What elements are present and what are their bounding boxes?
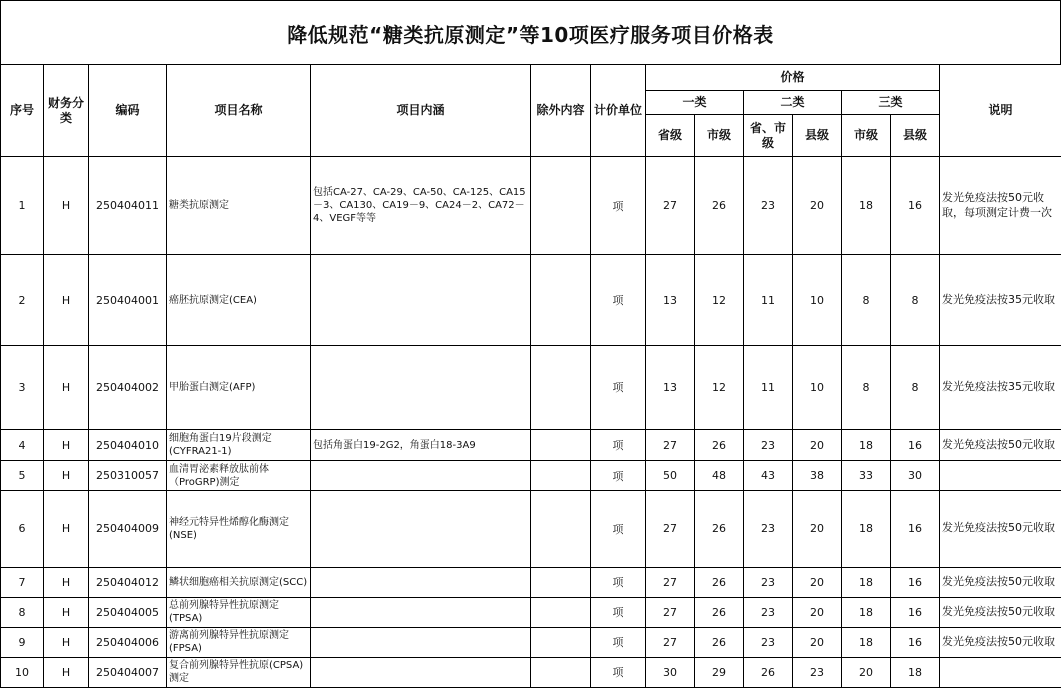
cell-price-county2: 10 [793,345,842,429]
cell-price-prov-city: 23 [744,597,793,627]
header-note: 说明 [940,65,1061,157]
cell-exclude [531,567,591,597]
cell-exclude [531,657,591,687]
cell-exclude [531,157,591,255]
cell-category: H [44,430,89,461]
table-row [1,597,1061,627]
cell-exclude [531,345,591,429]
cell-seq: 8 [1,597,44,627]
cell-content [311,597,531,627]
cell-content [311,345,531,429]
cell-price-city3: 18 [842,567,891,597]
header-unit: 计价单位 [591,65,646,157]
cell-price-city3: 8 [842,255,891,345]
cell-price-county2: 20 [793,430,842,461]
table-row [1,345,1061,429]
cell-price-city3: 18 [842,157,891,255]
cell-exclude [531,597,591,627]
cell-exclude [531,491,591,567]
cell-price-county3: 8 [891,255,940,345]
cell-seq: 9 [1,627,44,657]
cell-price-prov-city: 26 [744,657,793,687]
cell-code: 250404009 [89,491,167,567]
cell-price-city3: 18 [842,597,891,627]
cell-price-city: 26 [695,567,744,597]
cell-note [940,461,1061,491]
header-city: 市级 [695,115,744,157]
table-row [1,567,1061,597]
cell-code: 250404010 [89,430,167,461]
header-provincial: 省级 [646,115,695,157]
table-row [1,627,1061,657]
cell-price-county3: 30 [891,461,940,491]
cell-price-city: 26 [695,627,744,657]
cell-price-county2: 20 [793,597,842,627]
cell-note: 发光免疫法按50元收取 [940,597,1061,627]
header-class3: 三类 [842,91,940,115]
cell-price-prov-city: 23 [744,430,793,461]
cell-code: 250404011 [89,157,167,255]
cell-seq: 3 [1,345,44,429]
cell-price-city: 26 [695,157,744,255]
header-category: 财务分类 [44,65,89,157]
header-city3: 市级 [842,115,891,157]
cell-content [311,491,531,567]
cell-price-county2: 23 [793,657,842,687]
table-row [1,430,1061,461]
cell-price-city: 29 [695,657,744,687]
cell-name: 游离前列腺特异性抗原测定(FPSA) [167,627,311,657]
cell-price-prov-city: 11 [744,345,793,429]
cell-name: 细胞角蛋白19片段测定(CYFRA21-1) [167,430,311,461]
cell-exclude [531,627,591,657]
cell-code: 250404002 [89,345,167,429]
cell-seq: 10 [1,657,44,687]
cell-price-prov-city: 23 [744,627,793,657]
cell-code: 250404012 [89,567,167,597]
cell-price-city3: 8 [842,345,891,429]
cell-price-city3: 20 [842,657,891,687]
cell-category: H [44,255,89,345]
cell-price-city: 12 [695,255,744,345]
cell-category: H [44,597,89,627]
cell-price-prov-city: 23 [744,567,793,597]
table-row [1,461,1061,491]
cell-seq: 5 [1,461,44,491]
cell-unit: 项 [591,491,646,567]
cell-price-city: 48 [695,461,744,491]
cell-price-prov-city: 43 [744,461,793,491]
header-county2: 县级 [793,115,842,157]
cell-unit: 项 [591,345,646,429]
cell-price-city: 26 [695,491,744,567]
header-code: 编码 [89,65,167,157]
cell-seq: 1 [1,157,44,255]
cell-price-city: 26 [695,430,744,461]
table-body [1,157,1061,688]
cell-price-provincial: 27 [646,157,695,255]
cell-price-provincial: 50 [646,461,695,491]
header-exclude: 除外内容 [531,65,591,157]
cell-price-county3: 16 [891,157,940,255]
cell-name: 甲胎蛋白测定(AFP) [167,345,311,429]
cell-name: 糖类抗原测定 [167,157,311,255]
cell-name: 癌胚抗原测定(CEA) [167,255,311,345]
cell-code: 250310057 [89,461,167,491]
cell-unit: 项 [591,567,646,597]
cell-category: H [44,567,89,597]
cell-price-county3: 16 [891,430,940,461]
cell-unit: 项 [591,597,646,627]
table-row [1,491,1061,567]
cell-note: 发光免疫法按35元收取 [940,345,1061,429]
cell-price-county3: 16 [891,491,940,567]
cell-name: 血清胃泌素释放肽前体（ProGRP)测定 [167,461,311,491]
cell-note: 发光免疫法按50元收取，每项测定计费一次 [940,157,1061,255]
cell-price-county2: 20 [793,627,842,657]
cell-name: 神经元特异性烯醇化酶测定(NSE) [167,491,311,567]
header-class1: 一类 [646,91,744,115]
cell-category: H [44,345,89,429]
cell-seq: 7 [1,567,44,597]
cell-note: 发光免疫法按50元收取 [940,430,1061,461]
cell-price-county3: 16 [891,627,940,657]
cell-category: H [44,657,89,687]
cell-content [311,567,531,597]
cell-price-county2: 20 [793,567,842,597]
cell-note: 发光免疫法按50元收取 [940,567,1061,597]
cell-content [311,657,531,687]
cell-price-city: 12 [695,345,744,429]
cell-price-prov-city: 23 [744,491,793,567]
cell-price-county3: 8 [891,345,940,429]
cell-seq: 6 [1,491,44,567]
cell-price-county2: 10 [793,255,842,345]
cell-price-prov-city: 11 [744,255,793,345]
cell-category: H [44,461,89,491]
cell-exclude [531,430,591,461]
page-title: 降低规范“糖类抗原测定”等10项医疗服务项目价格表 [287,22,774,47]
cell-category: H [44,157,89,255]
cell-unit: 项 [591,461,646,491]
cell-seq: 4 [1,430,44,461]
cell-price-provincial: 27 [646,597,695,627]
cell-content [311,461,531,491]
cell-price-city3: 18 [842,491,891,567]
cell-code: 250404007 [89,657,167,687]
cell-price-provincial: 13 [646,255,695,345]
cell-price-county2: 20 [793,491,842,567]
header-county3: 县级 [891,115,940,157]
cell-content: 包括角蛋白19-2G2，角蛋白18-3A9 [311,430,531,461]
cell-price-city3: 18 [842,627,891,657]
cell-unit: 项 [591,430,646,461]
cell-unit: 项 [591,627,646,657]
cell-code: 250404006 [89,627,167,657]
header-prov-city: 省、市级 [744,115,793,157]
cell-unit: 项 [591,657,646,687]
cell-note: 发光免疫法按50元收取 [940,627,1061,657]
cell-note: 发光免疫法按35元收取 [940,255,1061,345]
price-table [0,64,1061,688]
cell-price-county3: 16 [891,567,940,597]
cell-price-county3: 18 [891,657,940,687]
cell-note: 发光免疫法按50元收取 [940,491,1061,567]
cell-content [311,255,531,345]
cell-price-county2: 20 [793,157,842,255]
cell-code: 250404001 [89,255,167,345]
cell-price-provincial: 27 [646,491,695,567]
header-name: 项目名称 [167,65,311,157]
cell-unit: 项 [591,255,646,345]
cell-price-provincial: 27 [646,430,695,461]
cell-price-provincial: 27 [646,567,695,597]
cell-price-provincial: 30 [646,657,695,687]
cell-price-prov-city: 23 [744,157,793,255]
cell-content: 包括CA-27、CA-29、CA-50、CA-125、CA15－3、CA130、CA19－9、CA24－2、CA72－4、VEGF等等 [311,157,531,255]
table-row [1,157,1061,255]
cell-price-city3: 33 [842,461,891,491]
header-class2: 二类 [744,91,842,115]
cell-unit: 项 [591,157,646,255]
header-price: 价格 [646,65,940,91]
cell-category: H [44,491,89,567]
title-bar [0,0,1061,65]
cell-note [940,657,1061,687]
cell-code: 250404005 [89,597,167,627]
cell-price-provincial: 27 [646,627,695,657]
cell-price-city: 26 [695,597,744,627]
cell-exclude [531,461,591,491]
cell-price-provincial: 13 [646,345,695,429]
cell-category: H [44,627,89,657]
cell-content [311,627,531,657]
cell-seq: 2 [1,255,44,345]
table-row [1,255,1061,345]
cell-price-city3: 18 [842,430,891,461]
cell-name: 鳞状细胞癌相关抗原测定(SCC) [167,567,311,597]
cell-price-county2: 38 [793,461,842,491]
header-seq: 序号 [1,65,44,157]
cell-price-county3: 16 [891,597,940,627]
header-content: 项目内涵 [311,65,531,157]
table-row [1,657,1061,687]
cell-name: 总前列腺特异性抗原测定(TPSA) [167,597,311,627]
cell-exclude [531,255,591,345]
cell-name: 复合前列腺特异性抗原(CPSA)测定 [167,657,311,687]
